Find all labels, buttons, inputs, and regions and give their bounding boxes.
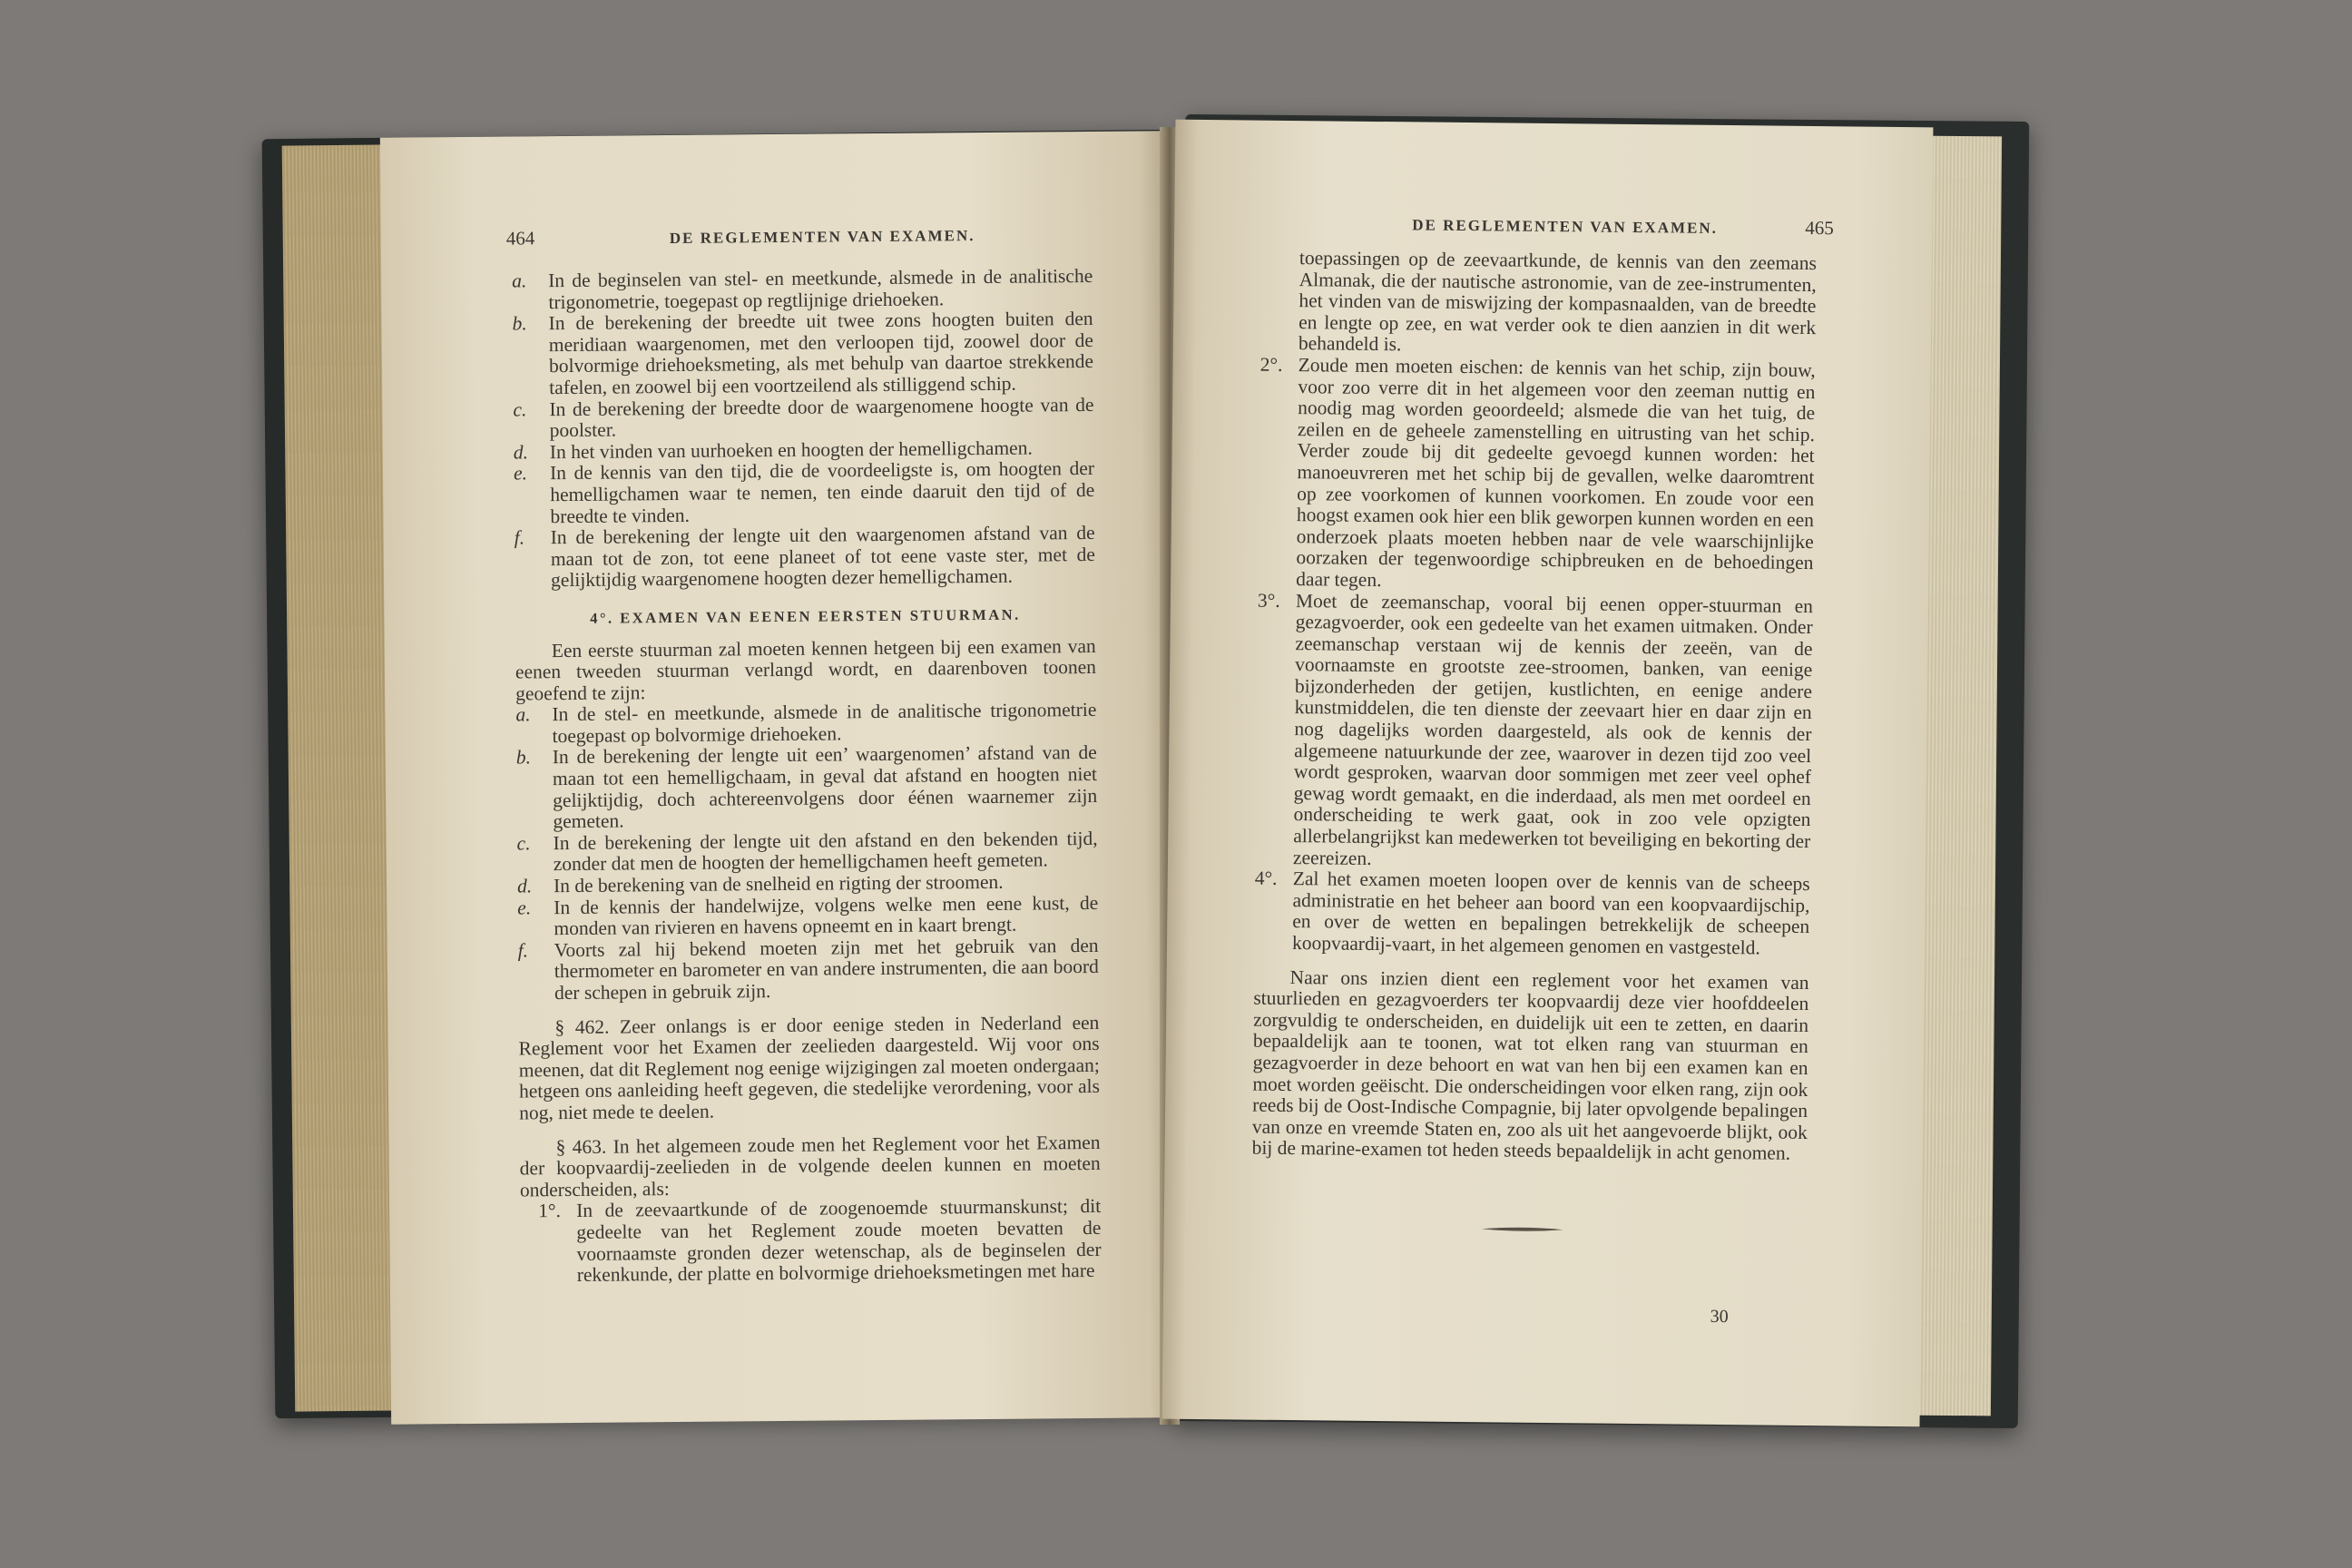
left-page: [380, 131, 1173, 1424]
list-item: a. In de beginselen van stel- en meetkunde, alsmede in de analitische trigonometrie, toegepast op regtlijnige driehoeken.: [512, 264, 1093, 313]
list-item: b. In de berekening der lengte uit een’ waargenomen’ afstand van de maan tot een hemelligchaam, in geval dat afstand en hoogten niet gelijktijdig, doch achtereenvolgens door éénen waarnemer zijn gemeten.: [515, 741, 1098, 833]
page-number: 464: [505, 227, 535, 250]
tailpiece-ornament-icon: [1482, 1226, 1563, 1232]
list-item: f. In de berekening der lengte uit den waargenomen afstand van de maan tot de zon, tot eene planeet of tot eene vaste ster, met de gelijktijdig waargenomene hoogten dezer hemelligchamen.: [514, 522, 1095, 592]
list-item: d. In het vinden van uurhoeken en hoogten der hemelligchamen.: [513, 436, 1033, 464]
right-page: [1162, 120, 1934, 1427]
list-item: 1°. In de zeevaartkunde of de zoogenoemde stuurmanskunst; dit gedeelte van het Reglement zoude moeten bevatten de voornaamste gronden dezer wetenschap, als de beginselen der rekenkunde, der platte en bolvormige driehoeksmetingen met hare: [538, 1195, 1102, 1287]
list-item: e. In de kennis van den tijd, die de voordeeligste is, om hoogten der hemelligchamen waar te nemen, ten einde daaruit den tijd of de breedte te vinden.: [513, 457, 1095, 527]
list-item: a. In de stel- en meetkunde, alsmede in de analitische trigonometrie toegepast op bolvormige driehoeken.: [515, 699, 1097, 748]
list-item: e. In de kennis der handelwijze, volgens welke men eene kust, de monden van rivieren en havens opneemt en in kaart brengt.: [517, 891, 1099, 940]
list-item: c. In de berekening der breedte door de waargenomene hoogte van de poolster.: [513, 393, 1094, 442]
list-item: 4°. Zal het examen moeten loopen over de kennis van de scheeps administratie en het beheer aan boord van een koopvaardijschip, en over de wetten en bepalingen betrekkelijk de scheepen koopvaardij-vaart, in het algemeen genomen en vastgesteld.: [1254, 867, 1810, 959]
paragraph-463: § 463. In het algemeen zoude men het Reglement voor het Examen der koopvaardij-zeelieden in de volgende deelen kunnen en moeten onderscheiden, als:: [519, 1131, 1101, 1201]
section-heading: 4°. EXAMEN VAN EENEN EERSTEN STUURMAN.: [590, 605, 1021, 627]
list-item: 2°. Zoude men moeten eischen: de kennis van het schip, zijn bouw, voor zoo verre dit in het algemeen voor den zeeman nuttig en noodig mag worden geoordeeld; alsmede die van het tuig, de zeilen en de geheele zamenstelling en uitrusting van het schip. Verder zoude bij dit gedeelte gevoegd kunnen worden: het manoeuvreren met het schip bij de gevallen, welke daaromtrent op zee voorkomen of kunnen voorkomen. En zoude voor een hoogst examen ook hier een blik geworpen kunnen worden en een onderzoek plaats moeten hebben naar de vele waarschijnlijke oorzaken der tegenwoordige schipbreuken en de behoedingen daar tegen.: [1259, 353, 1816, 591]
running-head: DE REGLEMENTEN VAN EXAMEN.: [1412, 216, 1719, 237]
list-item: 3°. Moet de zeemanschap, vooral bij eenen opper-stuurman en gezagvoerder, ook een gedeelte van het examen uitmaken. Onder zeemanschap verstaan wij de kennis der zeeën, van de voornaamste en grootste zee-stroomen, banken, van eenige bijzonderheden der getijen, kustlichten, en eenige andere kunstmiddelen, die ten dienste der zeevaart hier en daar zijn en nog dagelijks worden daargesteld, als ook de kennis der algemeene natuurkunde der zee, waarover in dezen tijd zoo veel wordt gesproken, waarvan door sommigen met zeer veel ophef gewag wordt gemaakt, en die inderdaad, als men met oordeel en onderscheiding te werk gaat, ook in zoo vele opzigten allerbelangrijkst kan medewerken tot beveiliging en bekorting der zeereizen.: [1257, 589, 1814, 869]
list-item: c. In de berekening der lengte uit den afstand en den bekenden tijd, zonder dat men de hoogten der hemelligchamen heeft gemeten.: [516, 827, 1098, 876]
closing-paragraph: Naar ons inzien dient een reglement voor het examen van stuurlieden en gezagvoerders ter koopvaardij deze vier hoofddeelen zorgvuldig te onderscheiden, en duidelijk uit een te zetten, en daarin bepaaldelijk aan te toonen, wat tot elken rang van stuurman en gezagvoerder in deze behoort en wat van hen bij een examen kan en moet worden geëischt. Die onderscheidingen voor elken rang, zijn ook reeds bij de Oost-Indische Compagnie, bij later opvolgende bepalingen van onze en vreemde Staten en, zoo als uit het aangevoerde blijkt, ook bij de marine-examen tot heden steeds bepaaldelijk in acht genomen.: [1251, 965, 1809, 1165]
left-page-body: [512, 266, 1102, 1287]
list-item: d. In de berekening van de snelheid en rigting der stroomen.: [516, 870, 1004, 897]
running-head: DE REGLEMENTEN VAN EXAMEN.: [669, 227, 975, 248]
paragraph-462: § 462. Zeer onlangs is er door eenige steden in Nederland een Reglement voor het Examen der zeelieden daargesteld. Wij voor ons meenen, dat dit Reglement nog eenige wijzigingen zal moeten ondergaan; hetgeen ons aanleiding heeft gegeven, die stedelijke verordening, voor als nog, niet mede te deelen.: [518, 1011, 1101, 1124]
right-page-body: [1252, 248, 1817, 1165]
list-item: f. Voorts zal hij bekend moeten zijn met het gebruik van den thermometer en barometer en van andere instrumenten, die aan boord der schepen in gebruik zijn.: [517, 934, 1099, 1004]
page-number: 465: [1805, 216, 1834, 240]
signature-mark: 30: [1710, 1306, 1729, 1328]
continuation-text: toepassingen op de zeevaartkunde, de kennis van den zeemans Almanak, die der nautische astronomie, van de zee-instrumenten, het vinden van de miswijzing der kompasnaalden, van de breedte en lengte op zee, en wat verder ook te dien aanzien in dit werk behandeld is.: [1298, 247, 1818, 356]
list-item: b. In de berekening der breedte uit twee zons hoogten buiten den meridiaan waargenomen, met den verloopen tijd, zoowel door de bolvormige driehoeksmeting, als met behulp van daartoe strekkende tafelen, en zoowel bij een voortzeilend als stilliggend schip.: [512, 308, 1094, 399]
paragraph: Een eerste stuurman zal moeten kennen hetgeen bij een examen van eenen tweeden stuurman verlangd wordt, en daarenboven toonen geoefend te zijn:: [514, 634, 1097, 705]
